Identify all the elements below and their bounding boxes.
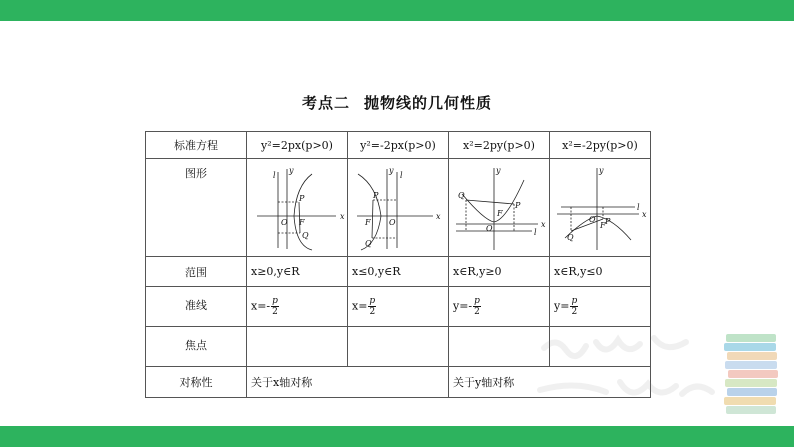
fraction-numerator: p bbox=[571, 296, 578, 306]
origin-label: O bbox=[486, 223, 493, 233]
bottom-bar bbox=[0, 426, 794, 447]
y-axis-label: y bbox=[496, 165, 501, 175]
parabola-down-figure bbox=[555, 164, 645, 252]
y-axis-label: y bbox=[389, 165, 394, 175]
decorative-watermark bbox=[536, 328, 716, 413]
header-col-2: y²=-2px(p>0) bbox=[348, 132, 449, 159]
figure-cell-3 bbox=[449, 159, 550, 257]
figure-label: 图形 bbox=[146, 159, 247, 257]
section-title bbox=[0, 92, 794, 113]
directrix-value-3 bbox=[449, 287, 550, 327]
point-p-label: P bbox=[515, 200, 521, 210]
header-row bbox=[146, 132, 651, 159]
range-value-2: x≤0,y∈R bbox=[348, 257, 449, 287]
header-col-3: x²=2py(p>0) bbox=[449, 132, 550, 159]
focus-label: F bbox=[365, 217, 371, 227]
focus-value-3 bbox=[449, 327, 550, 367]
origin-label: O bbox=[589, 214, 596, 224]
directrix-label: l bbox=[637, 202, 640, 212]
focus-label: F bbox=[497, 208, 503, 218]
focus-value-2 bbox=[348, 327, 449, 367]
origin-label: O bbox=[281, 217, 288, 227]
range-value-1: x≥0,y∈R bbox=[247, 257, 348, 287]
top-bar bbox=[0, 0, 794, 21]
range-value-3: x∈R,y≥0 bbox=[449, 257, 550, 287]
section-number: 考点二 bbox=[301, 94, 350, 112]
figure-row bbox=[146, 159, 651, 257]
focus-label: F bbox=[600, 220, 606, 230]
header-label: 标准方程 bbox=[146, 132, 247, 159]
symmetry-value-1: 关于x轴对称 bbox=[247, 367, 449, 398]
parabola-right-figure bbox=[252, 164, 345, 252]
directrix-prefix: y= bbox=[554, 299, 570, 313]
directrix-prefix: y=- bbox=[453, 299, 473, 313]
directrix-prefix: x= bbox=[352, 299, 368, 313]
books-stack-icon bbox=[722, 330, 782, 416]
directrix-label: l bbox=[534, 227, 537, 237]
x-axis-label: x bbox=[642, 209, 647, 219]
fraction-denominator: 2 bbox=[272, 307, 278, 317]
header-col-4: x²=-2py(p>0) bbox=[550, 132, 651, 159]
focus-value-1 bbox=[247, 327, 348, 367]
directrix-value-1 bbox=[247, 287, 348, 327]
symmetry-value-2: 关于y轴对称 bbox=[449, 367, 651, 398]
point-q-label: Q bbox=[365, 238, 372, 248]
fraction-denominator: 2 bbox=[571, 307, 578, 317]
focus-row-label: 焦点 bbox=[146, 327, 247, 367]
directrix-row-label: 准线 bbox=[146, 287, 247, 327]
fraction-numerator: p bbox=[272, 296, 278, 306]
y-axis-label: y bbox=[289, 165, 294, 175]
directrix-prefix: x=- bbox=[251, 299, 271, 313]
origin-label: O bbox=[389, 217, 396, 227]
x-axis-label: x bbox=[541, 219, 546, 229]
x-axis-label: x bbox=[340, 211, 345, 221]
point-q-label: Q bbox=[302, 230, 309, 240]
fraction-numerator: p bbox=[474, 296, 480, 306]
figure-cell-2 bbox=[348, 159, 449, 257]
point-q-label: Q bbox=[567, 232, 574, 242]
range-label: 范围 bbox=[146, 257, 247, 287]
directrix-label: l bbox=[400, 170, 403, 180]
parabola-up-figure bbox=[454, 164, 544, 252]
fraction-numerator: p bbox=[369, 296, 376, 306]
header-col-1: y²=2px(p>0) bbox=[247, 132, 348, 159]
fraction-denominator: 2 bbox=[474, 307, 480, 317]
directrix-label: l bbox=[273, 170, 276, 180]
range-value-4: x∈R,y≤0 bbox=[550, 257, 651, 287]
section-heading: 抛物线的几何性质 bbox=[364, 94, 493, 112]
point-p-label: P bbox=[299, 193, 305, 203]
figure-cell-4 bbox=[550, 159, 651, 257]
directrix-row bbox=[146, 287, 651, 327]
parabola-left-figure bbox=[353, 164, 443, 252]
x-axis-label: x bbox=[436, 211, 441, 221]
symmetry-label: 对称性 bbox=[146, 367, 247, 398]
directrix-value-2 bbox=[348, 287, 449, 327]
figure-cell-1 bbox=[247, 159, 348, 257]
fraction-denominator: 2 bbox=[369, 307, 376, 317]
range-row bbox=[146, 257, 651, 287]
directrix-value-4 bbox=[550, 287, 651, 327]
point-q-label: Q bbox=[458, 190, 465, 200]
focus-label: F bbox=[299, 217, 305, 227]
point-p-label: P bbox=[605, 216, 611, 226]
point-p-label: P bbox=[373, 190, 379, 200]
y-axis-label: y bbox=[599, 165, 604, 175]
